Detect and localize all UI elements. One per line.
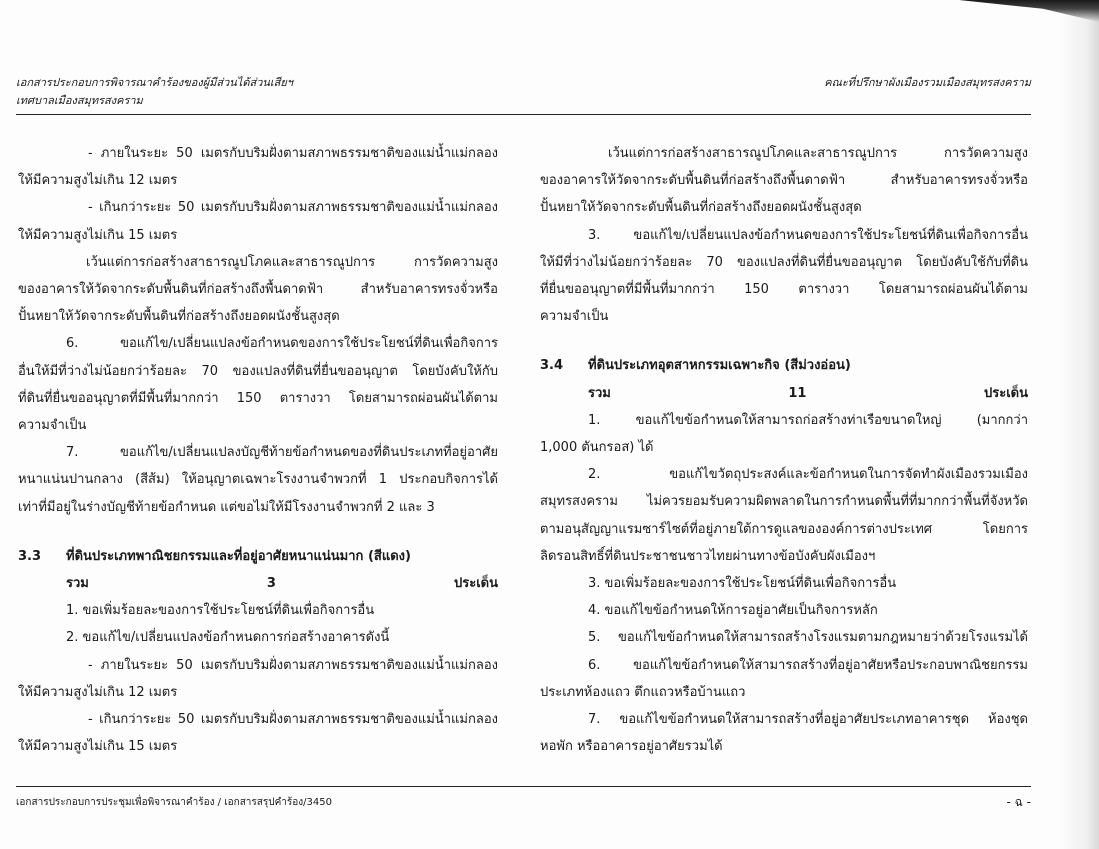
paragraph-line: ให้มีความสูงไม่เกิน 12 เมตร <box>18 684 178 700</box>
list-item: 2. ขอแก้ไข/เปลี่ยนแปลงข้อกำหนดการก่อสร้างอาคารดังนี้ <box>66 630 390 646</box>
list-item: 5. ขอแก้ไขข้อกำหนดให้สามารถสร้างโรงแรมตามกฎหมายว่าด้วยโรงแรมได้ <box>588 630 1028 646</box>
paragraph-line: ตามอนุสัญญาแรมซาร์ไซต์ที่อยู่ภายใต้การดูแลขององค์การต่างประเทศ โดยการ <box>540 521 1028 537</box>
list-item: 3. ขอเพิ่มร้อยละของการใช้ประโยชน์ที่ดินเพื่อกิจการอื่น <box>588 576 897 592</box>
scan-edge-shadow <box>1059 0 1099 849</box>
paragraph-line: 6. ขอแก้ไขข้อกำหนดให้สามารถสร้างที่อยู่อาศัยหรือประกอบพาณิชยกรรม <box>588 657 1028 673</box>
paragraph-line: ให้มีความสูงไม่เกิน 15 เมตร <box>18 227 178 243</box>
paragraph-line: 2. ขอแก้ไขวัตถุประสงค์และข้อกำหนดในการจัดทำผังเมืองรวมเมือง <box>588 467 1028 483</box>
paragraph-line: ของอาคารให้วัดจากระดับพื้นดินที่ก่อสร้างถึงพื้นดาดฟ้า สำหรับอาคารทรงจั่วหรือ <box>18 282 498 298</box>
paragraph-line: ที่ดินที่ยื่นขออนุญาตที่มีพื้นที่มากกว่า 150 ตารางวา โดยสามารถผ่อนผันได้ตาม <box>18 390 498 406</box>
paragraph-line: - ภายในระยะ 50 เมตรกับบริมฝั่งตามสภาพธรรมชาติของแม่น้ำแม่กลอง <box>88 146 498 161</box>
paragraph-line: ของอาคารให้วัดจากระดับพื้นดินที่ก่อสร้างถึงพื้นดาดฟ้า สำหรับอาคารทรงจั่วหรือ <box>540 173 1028 189</box>
section-number: 3.3 <box>18 548 42 564</box>
section-gap <box>540 330 1028 352</box>
paragraph-line: ปั้นหยาให้วัดจากระดับพื้นดินที่ก่อสร้างถึงยอดผนังชั้นสูงสุด <box>18 309 340 325</box>
footer-rule <box>16 786 1031 787</box>
paragraph-line: เว้นแต่การก่อสร้างสาธารณูปโภคและสาธารณูปการ การวัดความสูง <box>86 254 498 270</box>
right-column <box>540 140 1028 760</box>
paragraph-line: หอพัก หรืออาคารอยู่อาศัยรวมได้ <box>540 739 723 755</box>
paragraph-line: 6. ขอแก้ไข/เปลี่ยนแปลงข้อกำหนดของการใช้ประโยชน์ที่ดินเพื่อกิจการ <box>66 336 498 352</box>
header-left-line1: เอกสารประกอบการพิจารณาคำร้องของผู้มีส่วนได้ส่วนเสียฯ <box>16 76 293 89</box>
paragraph-line: - ภายในระยะ 50 เมตรกับบริมฝั่งตามสภาพธรรมชาติของแม่น้ำแม่กลอง <box>88 657 498 673</box>
paragraph-line: 1. ขอแก้ไขข้อกำหนดให้สามารถก่อสร้างท่าเรือขนาดใหญ่ (มากกว่า <box>588 412 1028 428</box>
paragraph-line: ให้มีความสูงไม่เกิน 15 เมตร <box>18 739 178 755</box>
paragraph-line: - เกินกว่าระยะ 50 เมตรกับบริมฝั่งตามสภาพธรรมชาติของแม่น้ำแม่กลอง <box>88 200 498 216</box>
section-gap <box>18 521 498 543</box>
list-item: 1. ขอเพิ่มร้อยละของการใช้ประโยชน์ที่ดินเพื่อกิจการอื่น <box>66 603 375 619</box>
header-left-line2: เทศบาลเมืองสมุทรสงคราม <box>16 94 143 107</box>
paragraph-line: 7. ขอแก้ไข/เปลี่ยนแปลงบัญชีท้ายข้อกำหนดของที่ดินประเภทที่อยู่อาศัย <box>66 445 498 461</box>
section-heading <box>540 352 1028 379</box>
section-heading <box>18 543 498 570</box>
section-count: รวม 11 ประเด็น <box>588 385 1028 401</box>
header-left <box>16 74 536 110</box>
section-number: 3.4 <box>540 358 564 374</box>
section-title: ที่ดินประเภทพาณิชยกรรมและที่อยู่อาศัยหนาแน่นมาก (สีแดง) <box>66 548 411 564</box>
page-number: - ฉ - <box>1006 795 1031 809</box>
paragraph-line: - เกินกว่าระยะ 50 เมตรกับบริมฝั่งตามสภาพธรรมชาติของแม่น้ำแม่กลอง <box>88 712 498 728</box>
header-right: คณะที่ปรึกษาผังเมืองรวมเมืองสมุทรสงคราม <box>824 76 1031 89</box>
paragraph-line: ปั้นหยาให้วัดจากระดับพื้นดินที่ก่อสร้างถึงยอดผนังชั้นสูงสุด <box>540 200 862 216</box>
paragraph-line: อื่นให้มีที่ว่างไม่น้อยกว่าร้อยละ 70 ของแปลงที่ดินที่ยื่นขออนุญาต โดยบังคับให้กับ <box>18 363 498 379</box>
paragraph-line: 7. ขอแก้ไขข้อกำหนดให้สามารถสร้างที่อยู่อาศัยประเภทอาคารชุด ห้องชุด <box>588 712 1028 728</box>
paragraph-line: ลิดรอนสิทธิ์ที่ดินประชาชนชาวไทยผ่านทางข้อบังคับผังเมืองฯ <box>540 548 876 564</box>
paragraph-line: สมุทรสงคราม ไม่ควรยอมรับความผิดพลาดในการกำหนดพื้นที่ที่มากกว่าพื้นที่จังหวัด <box>540 494 1028 510</box>
paragraph-line: ให้มีความสูงไม่เกิน 12 เมตร <box>18 173 178 189</box>
paragraph-line: ความจำเป็น <box>18 418 87 434</box>
paragraph-line: ความจำเป็น <box>540 309 609 325</box>
footer-text: เอกสารประกอบการประชุมเพื่อพิจารณาคำร้อง / เอกสารสรุปคำร้อง/3450 <box>16 797 332 808</box>
section-count: รวม 3 ประเด็น <box>66 576 498 592</box>
header-rule <box>16 114 1031 115</box>
paragraph-line: ที่ยื่นขออนุญาตที่มีพื้นที่มากกว่า 150 ตารางวา โดยสามารถผ่อนผันได้ตาม <box>540 282 1028 298</box>
paragraph-line: เท่าที่มีอยู่ในร่างบัญชีท้ายข้อกำหนด แต่ขอไม่ให้มีโรงงานจำพวกที่ 2 และ 3 <box>18 499 435 515</box>
paragraph-line: 1,000 ตันกรอส) ได้ <box>540 440 654 456</box>
left-column <box>18 140 498 760</box>
paragraph-line: 3. ขอแก้ไข/เปลี่ยนแปลงข้อกำหนดของการใช้ประโยชน์ที่ดินเพื่อกิจการอื่น <box>588 227 1028 243</box>
paragraph-line: ประเภทห้องแถว ตึกแถวหรือบ้านแถว <box>540 684 746 700</box>
paragraph-line: เว้นแต่การก่อสร้างสาธารณูปโภคและสาธารณูปการ การวัดความสูง <box>608 146 1028 161</box>
section-title: ที่ดินประเภทอุตสาหกรรมเฉพาะกิจ (สีม่วงอ่อน) <box>588 358 851 374</box>
paragraph-line: หนาแน่นปานกลาง (สีส้ม) ให้อนุญาตเฉพาะโรงงานจำพวกที่ 1 ประกอบกิจการได้ <box>18 472 498 488</box>
list-item: 4. ขอแก้ไขข้อกำหนดให้การอยู่อาศัยเป็นกิจการหลัก <box>588 603 878 619</box>
paragraph-line: ให้มีที่ว่างไม่น้อยกว่าร้อยละ 70 ของแปลงที่ดินที่ยื่นขออนุญาต โดยบังคับใช้กับที่ดิน <box>540 254 1028 270</box>
